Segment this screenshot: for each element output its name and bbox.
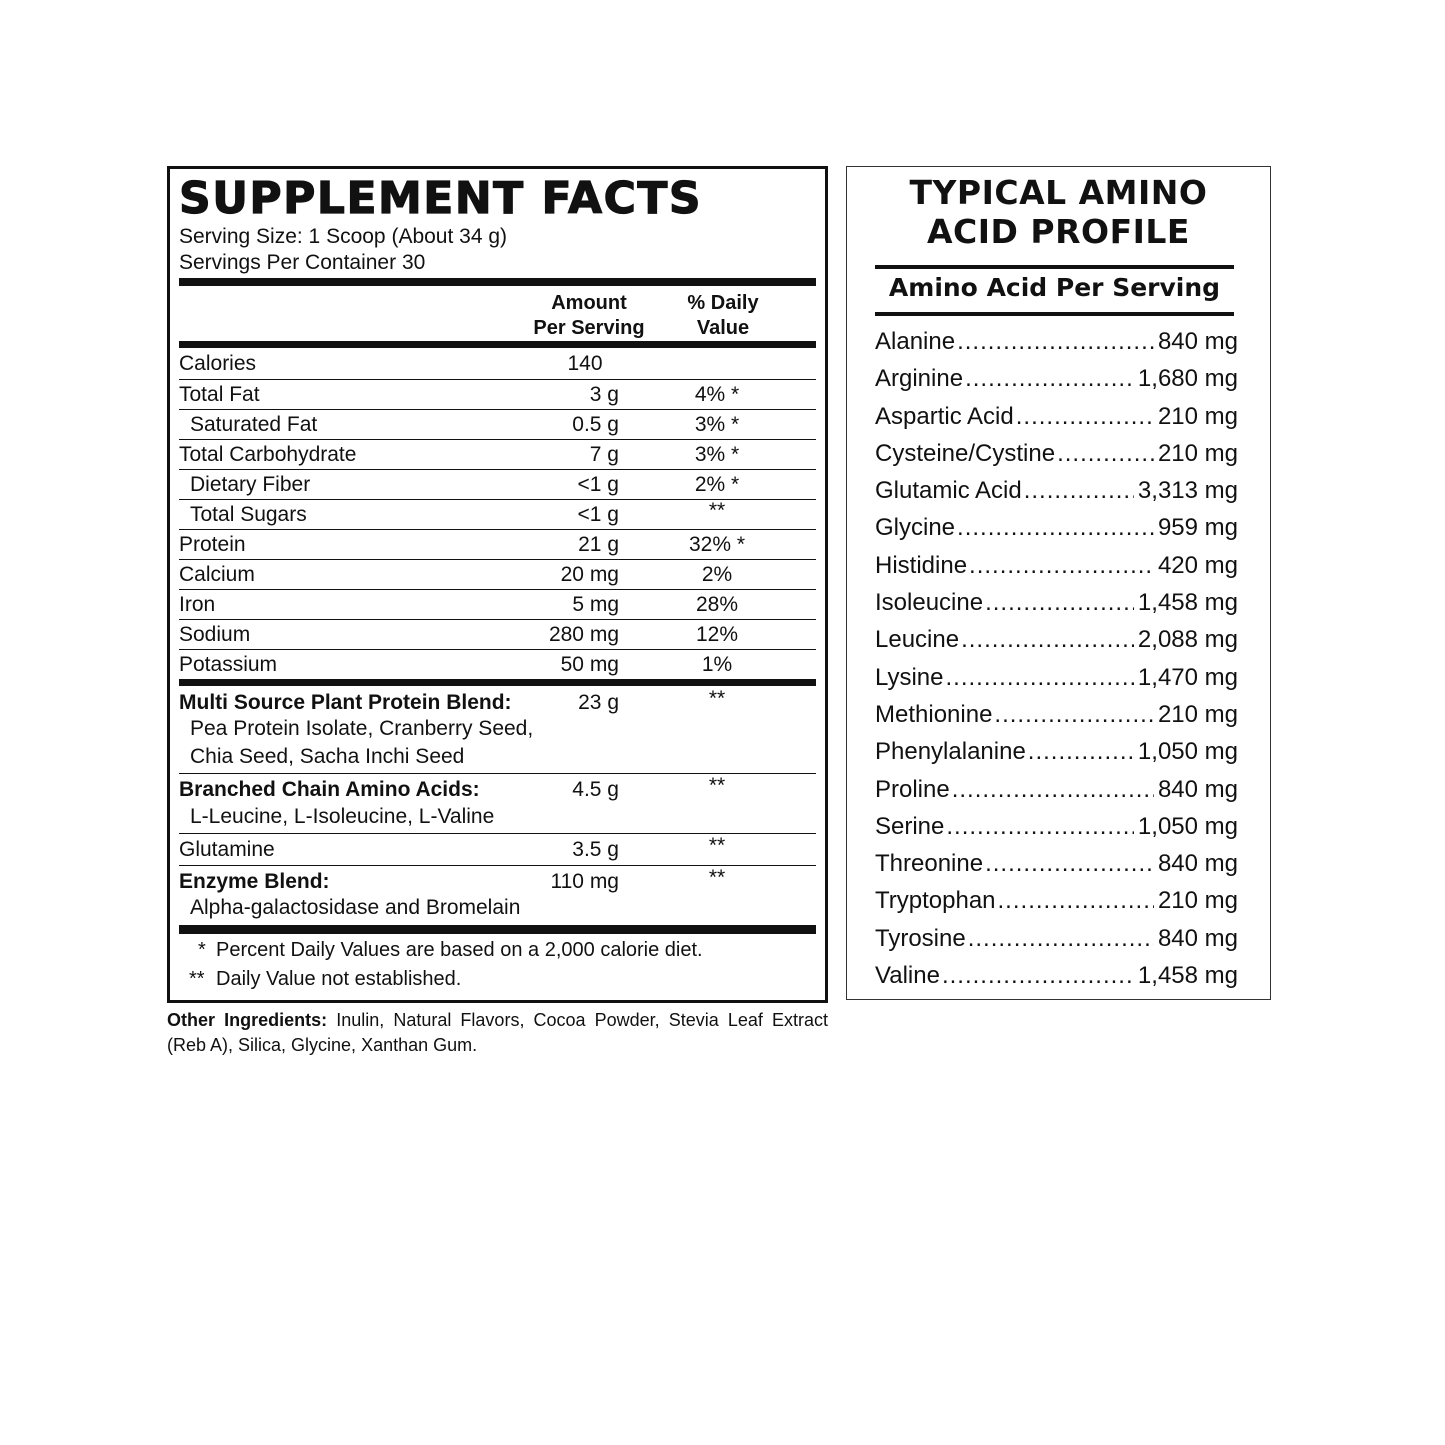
dot-leader	[952, 771, 1154, 808]
dot-leader	[969, 547, 1154, 584]
blend-name: Glutamine	[179, 838, 275, 861]
nutrient-name: Total Carbohydrate	[179, 443, 357, 466]
dot-leader	[957, 323, 1154, 360]
nutrient-row-total-carbohydrate	[179, 440, 816, 470]
thick-divider	[179, 278, 816, 286]
thick-divider	[875, 312, 1234, 316]
footnote-text: Percent Daily Values are based on a 2,000 calorie diet.	[216, 939, 703, 961]
amino-title-line2: ACID PROFILE	[927, 212, 1190, 251]
nutrient-dv: 3% *	[694, 413, 740, 436]
amino-acid-value: 840 mg	[1157, 850, 1238, 878]
amino-acid-row	[875, 435, 1238, 472]
amino-acid-row	[875, 696, 1238, 733]
nutrient-amount: 5 mg	[572, 593, 619, 616]
blend-ingredients-line: Pea Protein Isolate, Cranberry Seed,	[190, 717, 534, 740]
nutrient-row-dietary-fiber	[179, 470, 816, 500]
blend-row-plant-protein	[179, 688, 816, 774]
nutrient-name: Calories	[179, 352, 257, 375]
amino-acid-row	[875, 771, 1238, 808]
nutrient-name: Protein	[179, 533, 246, 556]
amino-acid-value: 1,050 mg	[1137, 812, 1238, 840]
amino-acid-name: Threonine	[875, 850, 984, 878]
dot-leader	[1028, 733, 1134, 770]
amino-acid-row	[875, 882, 1238, 919]
nutrient-amount: 7 g	[589, 443, 619, 466]
nutrient-amount: 0.5 g	[572, 413, 619, 436]
blend-dv: **	[708, 866, 726, 889]
nutrient-row-sodium	[179, 620, 816, 650]
nutrient-amount: <1 g	[577, 473, 619, 496]
nutrient-name: Dietary Fiber	[190, 473, 311, 496]
amino-acid-row	[875, 584, 1238, 621]
amino-acid-profile-panel	[846, 166, 1271, 1000]
amino-acid-value: 210 mg	[1157, 439, 1238, 467]
amount-header-line2: Per Serving	[533, 317, 645, 339]
amino-acid-row	[875, 360, 1238, 397]
dot-leader	[942, 957, 1134, 994]
daily-value-header	[673, 291, 773, 341]
dot-leader	[998, 882, 1154, 919]
blend-row-glutamine	[179, 835, 816, 866]
amino-acid-row	[875, 659, 1238, 696]
amino-acid-value: 210 mg	[1157, 887, 1238, 915]
amino-acid-value: 959 mg	[1157, 514, 1238, 542]
amino-acid-name: Isoleucine	[875, 589, 984, 617]
amino-title-line1: TYPICAL AMINO	[909, 173, 1208, 212]
nutrient-dv: 2%	[701, 563, 733, 586]
dot-leader	[961, 621, 1134, 658]
amino-acid-value: 210 mg	[1157, 402, 1238, 430]
amino-acid-value: 3,313 mg	[1137, 477, 1238, 505]
amino-acid-row	[875, 920, 1238, 957]
footnote-mark: **	[189, 968, 205, 990]
amino-acid-value: 840 mg	[1157, 775, 1238, 803]
amino-acid-list	[875, 323, 1238, 994]
amino-acid-row	[875, 808, 1238, 845]
blend-name: Multi Source Plant Protein Blend:	[179, 691, 512, 714]
blend-name: Enzyme Blend:	[179, 870, 330, 893]
nutrient-name: Iron	[179, 593, 216, 616]
nutrient-row-calories	[179, 349, 816, 380]
amino-acid-row	[875, 323, 1238, 360]
dot-leader	[994, 696, 1154, 733]
dot-leader	[1024, 472, 1134, 509]
nutrient-amount: 50 mg	[560, 653, 619, 676]
nutrient-amount: 280 mg	[548, 623, 619, 646]
dot-leader	[968, 920, 1154, 957]
nutrient-row-saturated-fat	[179, 410, 816, 440]
thick-divider	[179, 679, 816, 686]
amino-profile-title	[847, 173, 1270, 251]
nutrient-dv: **	[708, 499, 726, 522]
blend-amount: 23 g	[578, 691, 619, 714]
nutrient-dv: 32% *	[688, 533, 746, 556]
nutrient-dv: 12%	[695, 623, 739, 646]
amino-acid-name: Aspartic Acid	[875, 402, 1014, 430]
dot-leader	[985, 845, 1154, 882]
supplement-facts-panel	[167, 166, 828, 1003]
serving-size: Serving Size: 1 Scoop (About 34 g)	[179, 225, 508, 248]
amino-acid-row	[875, 509, 1238, 546]
footnote-mark: *	[198, 939, 206, 961]
blend-ingredients-line: Alpha-galactosidase and Bromelain	[190, 896, 521, 919]
amino-acid-value: 1,050 mg	[1137, 738, 1238, 766]
nutrient-row-potassium	[179, 650, 816, 680]
amino-acid-row	[875, 845, 1238, 882]
dot-leader	[985, 584, 1134, 621]
nutrient-amount: 20 mg	[560, 563, 619, 586]
amino-acid-row	[875, 621, 1238, 658]
nutrient-dv: 1%	[701, 653, 733, 676]
thick-divider	[179, 925, 816, 934]
nutrient-row-total-sugars	[179, 500, 816, 530]
nutrient-dv: 28%	[695, 593, 739, 616]
blend-row-bcaa	[179, 775, 816, 834]
amino-acid-name: Arginine	[875, 365, 964, 393]
amino-acid-row	[875, 547, 1238, 584]
amino-acid-name: Phenylalanine	[875, 738, 1026, 766]
blend-dv: **	[708, 687, 726, 710]
nutrient-dv: 3% *	[694, 443, 740, 466]
amino-acid-name: Leucine	[875, 626, 960, 654]
nutrient-row-iron	[179, 590, 816, 620]
amount-header-line1: Amount	[551, 292, 627, 314]
amino-acid-value: 840 mg	[1157, 328, 1238, 355]
amino-acid-name: Tyrosine	[875, 924, 966, 952]
nutrient-name: Total Fat	[179, 383, 260, 406]
dot-leader	[965, 360, 1134, 397]
amino-acid-value: 1,470 mg	[1137, 663, 1238, 691]
dv-header-line2: Value	[696, 317, 750, 339]
other-ingredients-text: Inulin, Natural Flavors, Cocoa Powder, Stevia Leaf Extract (Reb A), Silica, Glycine, Xanthan Gum.	[167, 1010, 829, 1055]
amino-acid-name: Lysine	[875, 663, 944, 691]
amino-acid-name: Glycine	[875, 514, 956, 542]
amino-acid-row	[875, 472, 1238, 509]
nutrient-name: Total Sugars	[190, 503, 307, 526]
nutrient-dv: 2% *	[694, 473, 740, 496]
dot-leader	[946, 808, 1134, 845]
amino-acid-name: Histidine	[875, 551, 968, 579]
supplement-facts-title: SUPPLEMENT FACTS	[179, 173, 703, 224]
nutrient-row-calcium	[179, 560, 816, 590]
dot-leader	[1057, 435, 1154, 472]
nutrient-name: Sodium	[179, 623, 251, 646]
other-ingredients	[167, 1008, 828, 1058]
amino-acid-name: Alanine	[875, 328, 956, 355]
amino-acid-name: Glutamic Acid	[875, 477, 1022, 505]
nutrient-amount: 21 g	[578, 533, 619, 556]
amino-acid-value: 1,680 mg	[1137, 365, 1238, 393]
dv-header-line1: % Daily	[687, 292, 759, 314]
amino-acid-name: Tryptophan	[875, 887, 996, 915]
blend-name: Branched Chain Amino Acids:	[179, 778, 480, 801]
nutrient-amount: <1 g	[577, 503, 619, 526]
servings-per-container: Servings Per Container 30	[179, 251, 426, 274]
amount-header	[519, 291, 659, 341]
nutrient-row-total-fat	[179, 380, 816, 410]
nutrient-name: Potassium	[179, 653, 278, 676]
blend-dv: **	[708, 834, 726, 857]
amino-acid-row	[875, 398, 1238, 435]
dot-leader	[945, 659, 1133, 696]
amino-acid-name: Serine	[875, 812, 945, 840]
amino-acid-value: 210 mg	[1157, 700, 1238, 728]
blend-row-enzyme	[179, 867, 816, 923]
amino-acid-row	[875, 957, 1238, 994]
amino-acid-name: Proline	[875, 775, 950, 803]
amino-profile-subtitle: Amino Acid Per Serving	[888, 273, 1221, 302]
footnote-text: Daily Value not established.	[216, 968, 462, 990]
amino-acid-value: 1,458 mg	[1137, 962, 1238, 990]
nutrient-amount: 140	[567, 352, 603, 375]
nutrient-name: Calcium	[179, 563, 255, 586]
dot-leader	[1016, 398, 1154, 435]
amino-acid-value: 840 mg	[1157, 924, 1238, 952]
amino-acid-name: Valine	[875, 962, 940, 990]
amino-acid-row	[875, 733, 1238, 770]
other-ingredients-label: Other Ingredients:	[167, 1010, 328, 1030]
blend-ingredients-line: Chia Seed, Sacha Inchi Seed	[190, 745, 465, 768]
amino-acid-name: Cysteine/Cystine	[875, 439, 1056, 467]
dot-leader	[957, 509, 1154, 546]
nutrient-dv: 4% *	[694, 383, 740, 406]
thick-divider	[179, 341, 816, 348]
blend-amount: 4.5 g	[572, 778, 619, 801]
nutrient-amount: 3 g	[589, 383, 619, 406]
thick-divider	[875, 265, 1234, 269]
blend-ingredients-line: L-Leucine, L-Isoleucine, L-Valine	[190, 805, 495, 828]
amino-acid-value: 1,458 mg	[1137, 589, 1238, 617]
blend-dv: **	[708, 774, 726, 797]
blend-amount: 110 mg	[550, 870, 619, 893]
amino-acid-name: Methionine	[875, 700, 993, 728]
blend-amount: 3.5 g	[572, 838, 619, 861]
amino-acid-value: 2,088 mg	[1137, 626, 1238, 654]
nutrient-name: Saturated Fat	[190, 413, 318, 436]
amino-acid-value: 420 mg	[1157, 551, 1238, 579]
nutrient-row-protein	[179, 530, 816, 560]
